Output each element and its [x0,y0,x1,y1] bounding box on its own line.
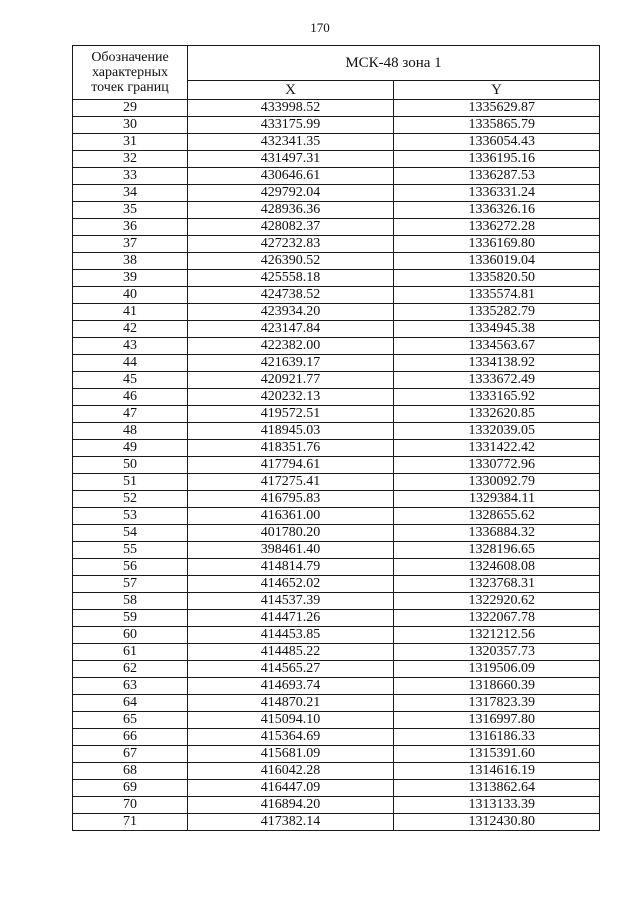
point-number-cell: 68 [73,763,188,780]
x-coordinate-cell: 401780.20 [188,525,394,542]
y-coordinate-cell: 1336884.32 [394,525,600,542]
point-number-cell: 41 [73,304,188,321]
table-row [73,729,600,746]
y-coordinate-cell: 1321212.56 [394,627,600,644]
x-coordinate-cell: 418945.03 [188,423,394,440]
point-designation-header-line3: точек границ [91,80,169,95]
x-coordinate-cell: 423147.84 [188,321,394,338]
y-coordinate-cell: 1336195.16 [394,151,600,168]
point-number-cell: 35 [73,202,188,219]
point-number-cell: 50 [73,457,188,474]
x-coordinate-cell: 420921.77 [188,372,394,389]
point-number-cell: 45 [73,372,188,389]
y-coordinate-cell: 1334945.38 [394,321,600,338]
table-row [73,168,600,185]
y-coordinate-cell: 1335282.79 [394,304,600,321]
table-row [73,287,600,304]
y-coordinate-cell: 1336019.04 [394,253,600,270]
coordinates-table [72,45,600,831]
y-coordinate-cell: 1336169.80 [394,236,600,253]
page-number: 170 [310,20,330,35]
x-coordinate-cell: 414485.22 [188,644,394,661]
table-row [73,202,600,219]
y-coordinate-cell: 1335820.50 [394,270,600,287]
x-coordinate-cell: 418351.76 [188,440,394,457]
y-coordinate-cell: 1313862.64 [394,780,600,797]
x-coordinate-cell: 415681.09 [188,746,394,763]
point-number-cell: 61 [73,644,188,661]
point-number-cell: 66 [73,729,188,746]
y-coordinate-cell: 1323768.31 [394,576,600,593]
point-number-cell: 44 [73,355,188,372]
point-number-cell: 63 [73,678,188,695]
table-row [73,219,600,236]
x-coordinate-cell: 425558.18 [188,270,394,287]
point-number-cell: 69 [73,780,188,797]
point-number-cell: 70 [73,797,188,814]
y-coordinate-cell: 1333672.49 [394,372,600,389]
x-coordinate-cell: 398461.40 [188,542,394,559]
table-row [73,304,600,321]
table-row [73,678,600,695]
y-column-header: Y [394,81,600,100]
table-row [73,270,600,287]
y-coordinate-cell: 1336331.24 [394,185,600,202]
table-row [73,644,600,661]
y-coordinate-cell: 1314616.19 [394,763,600,780]
header-row-top [73,46,600,81]
point-designation-header-line2: характерных [91,65,169,80]
y-coordinate-cell: 1322067.78 [394,610,600,627]
point-number-cell: 54 [73,525,188,542]
point-number-cell: 33 [73,168,188,185]
point-number-cell: 71 [73,814,188,831]
point-designation-header-line1: Обозначение [91,50,169,65]
table-header [73,46,600,100]
point-designation-header [73,46,188,100]
point-number-cell: 39 [73,270,188,287]
y-coordinate-cell: 1336287.53 [394,168,600,185]
point-number-cell: 55 [73,542,188,559]
table-row [73,321,600,338]
table-row [73,185,600,202]
point-number-cell: 29 [73,100,188,117]
table-row [73,236,600,253]
point-number-cell: 65 [73,712,188,729]
x-coordinate-cell: 416894.20 [188,797,394,814]
x-coordinate-cell: 426390.52 [188,253,394,270]
point-number-cell: 32 [73,151,188,168]
x-coordinate-cell: 414693.74 [188,678,394,695]
table-row [73,151,600,168]
point-number-cell: 51 [73,474,188,491]
x-column-header: X [188,81,394,100]
y-coordinate-cell: 1336054.43 [394,134,600,151]
point-number-cell: 56 [73,559,188,576]
x-coordinate-cell: 414471.26 [188,610,394,627]
point-number-cell: 49 [73,440,188,457]
x-coordinate-cell: 422382.00 [188,338,394,355]
point-number-cell: 57 [73,576,188,593]
y-coordinate-cell: 1336272.28 [394,219,600,236]
y-coordinate-cell: 1331422.42 [394,440,600,457]
y-coordinate-cell: 1335574.81 [394,287,600,304]
x-coordinate-cell: 419572.51 [188,406,394,423]
y-coordinate-cell: 1315391.60 [394,746,600,763]
x-coordinate-cell: 428936.36 [188,202,394,219]
point-number-cell: 67 [73,746,188,763]
point-number-cell: 59 [73,610,188,627]
table-row [73,695,600,712]
table-row [73,440,600,457]
x-coordinate-cell: 414870.21 [188,695,394,712]
x-coordinate-cell: 415364.69 [188,729,394,746]
table-row [73,134,600,151]
point-number-cell: 30 [73,117,188,134]
y-coordinate-cell: 1336326.16 [394,202,600,219]
y-coordinate-cell: 1334563.67 [394,338,600,355]
x-coordinate-cell: 414814.79 [188,559,394,576]
x-coordinate-cell: 428082.37 [188,219,394,236]
table-row [73,661,600,678]
table-row [73,491,600,508]
table-row [73,117,600,134]
table-row [73,610,600,627]
point-number-cell: 40 [73,287,188,304]
y-coordinate-cell: 1330092.79 [394,474,600,491]
x-coordinate-cell: 417382.14 [188,814,394,831]
table-body [73,100,600,831]
table-row [73,372,600,389]
x-coordinate-cell: 431497.31 [188,151,394,168]
y-coordinate-cell: 1328196.65 [394,542,600,559]
x-coordinate-cell: 423934.20 [188,304,394,321]
y-coordinate-cell: 1316186.33 [394,729,600,746]
table-row [73,389,600,406]
x-coordinate-cell: 416795.83 [188,491,394,508]
table-row [73,100,600,117]
table-row [73,474,600,491]
x-coordinate-cell: 433175.99 [188,117,394,134]
y-coordinate-cell: 1335865.79 [394,117,600,134]
point-number-cell: 62 [73,661,188,678]
table-row [73,712,600,729]
y-coordinate-cell: 1313133.39 [394,797,600,814]
x-coordinate-cell: 414537.39 [188,593,394,610]
y-coordinate-cell: 1319506.09 [394,661,600,678]
point-number-cell: 60 [73,627,188,644]
y-coordinate-cell: 1322920.62 [394,593,600,610]
point-number-cell: 43 [73,338,188,355]
table-row [73,525,600,542]
x-coordinate-cell: 420232.13 [188,389,394,406]
y-coordinate-cell: 1334138.92 [394,355,600,372]
y-coordinate-cell: 1333165.92 [394,389,600,406]
coordinate-system-header: МСК-48 зона 1 [188,46,600,81]
point-number-cell: 34 [73,185,188,202]
x-coordinate-cell: 417794.61 [188,457,394,474]
table-row [73,355,600,372]
point-number-cell: 36 [73,219,188,236]
table-row [73,338,600,355]
y-coordinate-cell: 1316997.80 [394,712,600,729]
point-number-cell: 47 [73,406,188,423]
table-row [73,253,600,270]
table-row [73,559,600,576]
point-number-cell: 58 [73,593,188,610]
x-coordinate-cell: 416361.00 [188,508,394,525]
table-row [73,406,600,423]
table-row [73,593,600,610]
x-coordinate-cell: 414565.27 [188,661,394,678]
table-row [73,508,600,525]
point-number-cell: 42 [73,321,188,338]
x-coordinate-cell: 416042.28 [188,763,394,780]
y-coordinate-cell: 1328655.62 [394,508,600,525]
table-row [73,627,600,644]
point-number-cell: 38 [73,253,188,270]
y-coordinate-cell: 1330772.96 [394,457,600,474]
x-coordinate-cell: 429792.04 [188,185,394,202]
x-coordinate-cell: 433998.52 [188,100,394,117]
y-coordinate-cell: 1312430.80 [394,814,600,831]
x-coordinate-cell: 414652.02 [188,576,394,593]
x-coordinate-cell: 430646.61 [188,168,394,185]
table-row [73,423,600,440]
x-coordinate-cell: 414453.85 [188,627,394,644]
table-row [73,814,600,831]
y-coordinate-cell: 1320357.73 [394,644,600,661]
table-row [73,457,600,474]
table-row [73,780,600,797]
x-coordinate-cell: 432341.35 [188,134,394,151]
point-number-cell: 64 [73,695,188,712]
point-number-cell: 48 [73,423,188,440]
table-row [73,542,600,559]
x-coordinate-cell: 427232.83 [188,236,394,253]
point-number-cell: 53 [73,508,188,525]
point-number-cell: 52 [73,491,188,508]
x-coordinate-cell: 421639.17 [188,355,394,372]
y-coordinate-cell: 1317823.39 [394,695,600,712]
point-number-cell: 37 [73,236,188,253]
x-coordinate-cell: 415094.10 [188,712,394,729]
point-number-cell: 46 [73,389,188,406]
y-coordinate-cell: 1324608.08 [394,559,600,576]
y-coordinate-cell: 1332620.85 [394,406,600,423]
y-coordinate-cell: 1335629.87 [394,100,600,117]
table-row [73,797,600,814]
table-row [73,746,600,763]
y-coordinate-cell: 1332039.05 [394,423,600,440]
x-coordinate-cell: 417275.41 [188,474,394,491]
y-coordinate-cell: 1329384.11 [394,491,600,508]
table-row [73,763,600,780]
table-row [73,576,600,593]
x-coordinate-cell: 416447.09 [188,780,394,797]
y-coordinate-cell: 1318660.39 [394,678,600,695]
point-number-cell: 31 [73,134,188,151]
x-coordinate-cell: 424738.52 [188,287,394,304]
